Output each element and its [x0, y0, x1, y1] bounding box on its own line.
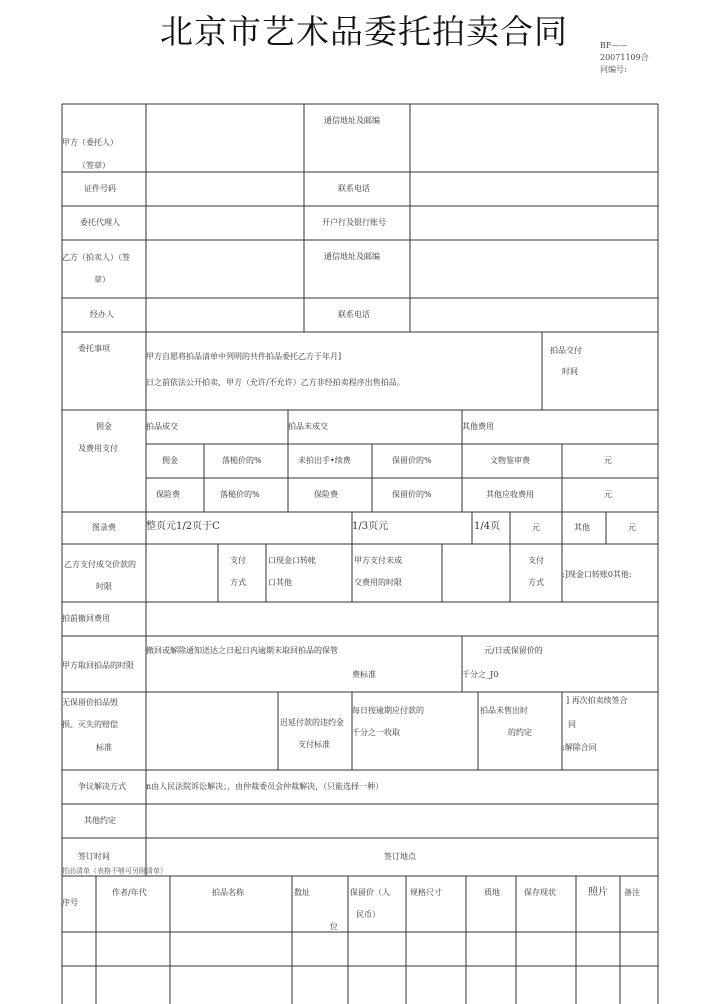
storage-fee-standard-2: 千分之_J0	[462, 670, 499, 679]
payment-method-label: 支付	[230, 556, 246, 565]
unsold-fee-deadline-label-2: 交费用的时限	[354, 578, 402, 587]
item-size-header: 规格尺寸	[410, 888, 442, 897]
retrieve-text-2: 费标准	[352, 670, 376, 679]
party-a-phone-label: 联系电话	[338, 184, 370, 193]
item-condition-header: 保存现状	[524, 888, 556, 897]
compensation-label-3: 标准	[96, 743, 112, 752]
catalog-fee-label: 图录费	[92, 523, 116, 532]
entrust-text-1: 甲方自愿将拍品清单中列明的共件拍品委托乙方于年月]	[146, 352, 342, 361]
unsold-agreement-label-1: 拍品未售出时	[480, 706, 528, 715]
catalog-third-page: 1/3页元	[352, 521, 389, 532]
id-number-label: 证件号码	[84, 184, 116, 193]
item-unit-header: 位	[330, 922, 338, 931]
insurance-cell: 保险费	[156, 490, 180, 499]
late-payment-label-2: 支付标准	[298, 740, 330, 749]
bank-account-label: 开户行及银行账号	[322, 218, 386, 227]
sold-header: 拍品成交	[146, 422, 178, 431]
signing-place-label: 签订地点	[384, 852, 416, 861]
catalog-quarter-page: 1/4页	[474, 521, 501, 532]
retrieve-text-1: 撤回或解除通知送达之日起日内逾期未取回拍品的保管	[146, 646, 338, 655]
late-payment-text-2: 千分之一收取	[352, 728, 400, 737]
catalog-other-unit: 元	[628, 523, 636, 532]
appraisal-fee: 文物鉴审费	[490, 456, 530, 465]
dispute-label: 争议解决方式	[78, 782, 126, 791]
item-author-header: 作者/年代	[112, 888, 147, 897]
party-a-address-label: 通信地址及邮编	[324, 116, 380, 125]
fee-payment-label: 及费用支付	[78, 444, 118, 453]
payment-method-2-label: 支付	[528, 556, 544, 565]
payment-option-cash-transfer[interactable]: 口现金口转帐	[268, 556, 316, 565]
contract-code-line3: 同编号:	[600, 65, 627, 74]
commission-label: 佣金	[96, 422, 112, 431]
payment-method-2-options[interactable]: :]现金口转账0其他:	[562, 570, 632, 579]
other-receivable-unit: 元	[604, 490, 612, 499]
delivery-time-label-1: 拍品交付	[550, 346, 582, 355]
other-fees-header: 其他费用	[462, 422, 494, 431]
handler-label: 经办人	[90, 310, 114, 319]
item-note-header: 备注	[624, 888, 640, 897]
payment-deadline-label: 乙方支付成交价款的	[64, 560, 136, 569]
unsold-insurance-cell: 保险费	[314, 490, 338, 499]
entrust-label: 委托事项	[78, 344, 110, 353]
item-reserve-header-1: 保留价（人	[350, 888, 390, 897]
contract-code-line1: BF——	[600, 41, 628, 50]
late-payment-text-1: 每日按逾期应付款的	[352, 706, 424, 715]
item-name-header: 拍品名称	[212, 888, 244, 897]
party-a-label: 甲方（委托人）	[62, 138, 118, 147]
item-qty-header: 数址	[294, 888, 310, 897]
delivery-time-label-2: 时间	[562, 367, 578, 376]
withdraw-fee-label: 拍前撤回费用	[62, 614, 110, 623]
signing-time-label: 签订时间	[78, 852, 110, 861]
party-b-phone-label: 联系电话	[338, 310, 370, 319]
other-receivable-fees: 其他应收费用	[486, 490, 534, 499]
option-reauction[interactable]: ] 再次拍卖续签合	[566, 696, 628, 705]
party-a-sign-label: （签章）	[78, 161, 110, 170]
insurance-reserve-pct: 保留价的%	[392, 490, 432, 499]
hammer-price-pct: 落槌价的%	[222, 456, 262, 465]
catalog-full-page: 整页元1/2页于C	[146, 521, 220, 532]
late-payment-label-1: 迟延付款的违约金	[280, 718, 344, 727]
payment-method-label-2: 方式	[230, 578, 246, 587]
compensation-label-2: 损、灭失的赔偿	[62, 720, 118, 729]
appraisal-fee-unit: 元	[604, 456, 612, 465]
item-material-header: 质地	[484, 888, 500, 897]
party-b-label: 乙方（拍卖人）（签	[62, 253, 130, 262]
party-b-sign-label: 章）	[94, 275, 110, 284]
storage-fee-standard-1: 元/日或保留价的	[484, 646, 543, 655]
agent-label: 委托代理人	[80, 218, 120, 227]
option-terminate[interactable]: :解除合同	[562, 743, 597, 752]
insurance-hammer-pct: 落槌价的%	[220, 490, 260, 499]
option-reauction-2: 同	[568, 720, 576, 729]
item-list-note: 拍品清单（表格不够可另附清单）	[62, 867, 167, 875]
item-seq-header: 序号	[62, 898, 78, 907]
item-photo-header: 照片	[588, 887, 608, 898]
compensation-label-1: 无保留价拍品毁	[62, 698, 118, 707]
catalog-quarter-unit: 元	[532, 523, 540, 532]
item-reserve-header-2: 民币）	[356, 910, 380, 919]
retrieve-deadline-label: 甲方取回拍品的时限	[62, 661, 134, 670]
payment-deadline-label-2: 时限	[96, 582, 112, 591]
contract-code-line2: 20071109合	[600, 53, 649, 62]
other-terms-label: 其他约定	[84, 816, 116, 825]
unsold-fee-deadline-label: 甲方支付未成	[354, 556, 402, 565]
dispute-text: n由人民法院诉讼解决；，由仲裁委员会仲裁解决，（只能选择一种）	[146, 782, 384, 791]
unsold-fee: 未拍出手•续费	[298, 456, 351, 465]
payment-method-2-label-2: 方式	[528, 578, 544, 587]
unsold-agreement-label-2: 的约定	[508, 728, 532, 737]
page-title: 北京市艺术品委托拍卖合同	[160, 12, 568, 51]
entrust-text-2: 日之前依法公开拍卖，甲方（允许/不允许）乙方非经拍卖程序出售拍品。	[146, 378, 405, 387]
party-b-address-label: 通信地址及邮编	[324, 252, 380, 261]
payment-option-other[interactable]: 口其他	[268, 578, 292, 587]
commission-cell: 佣金	[162, 456, 178, 465]
catalog-other-label: 其他	[574, 523, 590, 532]
unsold-header: 拍品未成交	[288, 422, 328, 431]
reserve-pct: 保留价的%	[392, 456, 432, 465]
